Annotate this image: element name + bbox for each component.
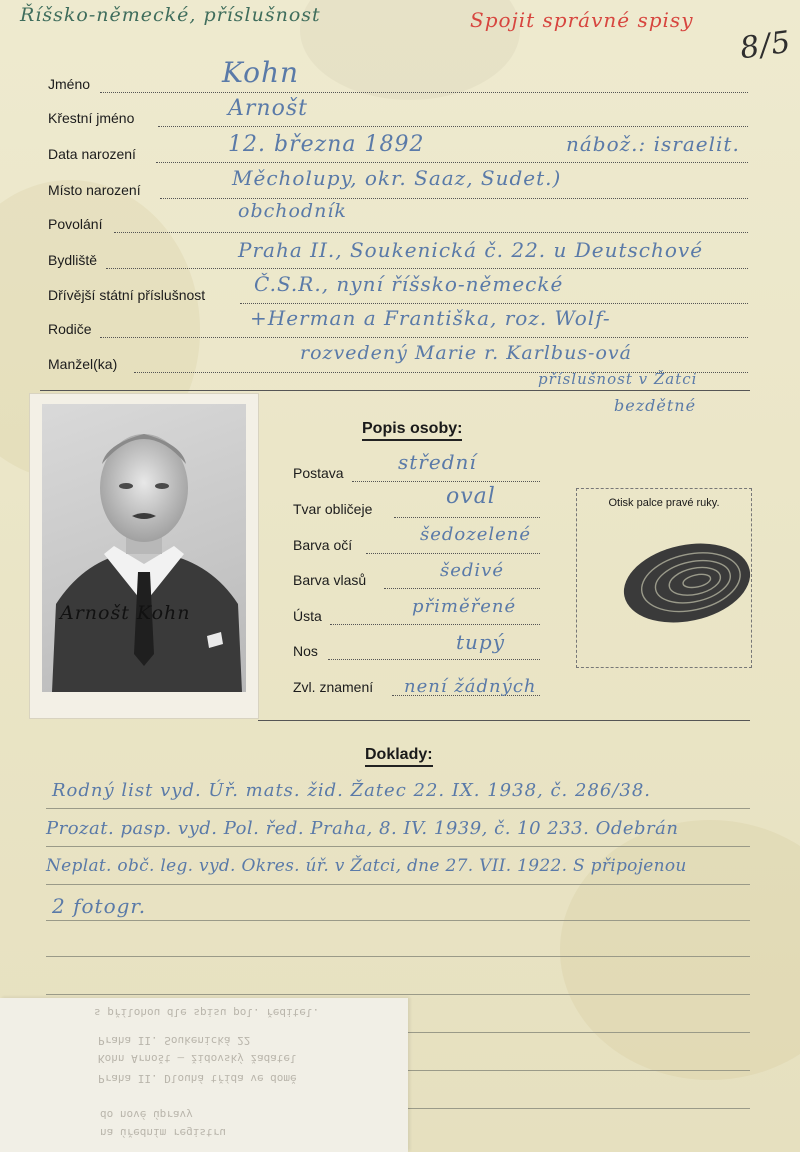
label-surname: Jméno xyxy=(48,76,91,92)
value-surname: Kohn xyxy=(222,56,300,89)
description-heading: Popis osoby: xyxy=(362,420,462,441)
document-line: Neplat. obč. leg. vyd. Okres. úř. v Žatci, dne 27. VII. 1922. S připojenou xyxy=(46,856,687,876)
value-face-shape: oval xyxy=(446,484,496,509)
value-build: střední xyxy=(398,450,477,474)
value-parents: +Herman a Františka, roz. Wolf- xyxy=(250,306,611,330)
label-occupation: Povolání xyxy=(48,216,103,232)
thumbprint-box xyxy=(576,488,752,668)
ruled-line xyxy=(408,1108,750,1109)
label-former-citizenship: Dřívější státní příslušnost xyxy=(48,287,206,303)
label-face-shape: Tvar obličeje xyxy=(293,501,373,517)
value-date-of-birth: 12. března 1892 xyxy=(228,132,425,157)
value-residence: Praha II., Soukenická č. 22. u Deutschové xyxy=(238,238,704,262)
value-first-name: Arnošt xyxy=(228,96,308,121)
label-build: Postava xyxy=(293,465,344,481)
corner-marks: 8/5 xyxy=(737,24,794,67)
photo-mount xyxy=(30,394,258,718)
dotted-line xyxy=(114,232,748,233)
dotted-line xyxy=(366,553,540,554)
label-nose: Nos xyxy=(293,643,318,659)
dotted-line xyxy=(330,624,540,625)
photo-signature: Arnošt Kohn xyxy=(60,602,191,624)
document-line: Rodný list vyd. Úř. mats. žid. Žatec 22. IX. 1938, č. 286/38. xyxy=(52,780,652,801)
value-place-of-birth: Měcholupy, okr. Saaz, Sudet.) xyxy=(232,166,562,190)
ruled-line xyxy=(46,994,750,995)
portrait-photo xyxy=(42,404,246,692)
label-date-of-birth: Data narození xyxy=(48,146,136,162)
document-line: Prozat. pasp. vyd. Pol. řed. Praha, 8. IV. 1939, č. 10 233. Odebrán xyxy=(46,818,679,839)
bleed-through-text: Kohn Arnošt – židovský žadatel xyxy=(98,1052,297,1065)
label-place-of-birth: Místo narození xyxy=(48,182,141,198)
bleed-through-text: Praha II. Soukenická 22 xyxy=(98,1034,251,1047)
ruled-line xyxy=(46,808,750,809)
red-instruction-note: Spojit správné spisy xyxy=(470,8,694,32)
ruled-line xyxy=(408,1070,750,1071)
value-former-citizenship: Č.S.R., nyní říšsko-německé xyxy=(254,272,564,296)
dotted-line xyxy=(328,659,540,660)
dotted-line xyxy=(100,337,748,338)
ruled-line xyxy=(46,920,750,921)
dotted-line xyxy=(156,162,748,163)
value-spouse: rozvedený Marie r. Karlbus-ová xyxy=(300,342,632,364)
dotted-line xyxy=(100,92,748,93)
value-mouth: přiměřené xyxy=(412,596,517,617)
portrait-illustration xyxy=(42,404,246,692)
thumbprint-icon xyxy=(621,539,757,629)
bleed-through-text: s přílohou dle spisu pol. ředitel. xyxy=(94,1006,320,1019)
ruled-line xyxy=(46,846,750,847)
dotted-line xyxy=(240,303,748,304)
dotted-line xyxy=(106,268,748,269)
label-mouth: Ústa xyxy=(293,608,322,624)
dotted-line xyxy=(352,481,540,482)
thumbprint-label: Otisk palce pravé ruky. xyxy=(608,497,720,509)
value-eye-color: šedozelené xyxy=(420,524,532,545)
bleed-through-text: Praha II. Dlouhá třída ve domě xyxy=(98,1072,297,1085)
label-spouse: Manžel(ka) xyxy=(48,356,118,372)
bleed-through-text: na úředním registru xyxy=(100,1126,226,1139)
dotted-line xyxy=(158,126,748,127)
label-eye-color: Barva očí xyxy=(293,537,353,553)
value-occupation: obchodník xyxy=(238,200,347,222)
section-divider xyxy=(40,390,750,391)
value-nose: tupý xyxy=(456,630,506,654)
nationality-note: Říšsko-německé, příslušnost xyxy=(20,4,321,26)
value-hair-color: šedivé xyxy=(440,560,504,581)
label-parents: Rodiče xyxy=(48,321,92,337)
dotted-line xyxy=(160,198,748,199)
value-distinguishing-marks: není žádných xyxy=(404,676,537,697)
section-divider xyxy=(258,720,750,721)
label-residence: Bydliště xyxy=(48,252,98,268)
ruled-line xyxy=(46,884,750,885)
documents-heading: Doklady: xyxy=(365,746,433,767)
dotted-line xyxy=(394,517,540,518)
ruled-line xyxy=(408,1032,750,1033)
value-religion: nábož.: israelit. xyxy=(566,132,740,156)
attached-paper-slip xyxy=(0,998,408,1152)
label-distinguishing-marks: Zvl. znamení xyxy=(293,679,374,695)
document-line: 2 fotogr. xyxy=(52,894,147,918)
value-spouse-continuation: bezdětné xyxy=(614,396,697,415)
bleed-through-text: do nové úpravy xyxy=(100,1108,193,1121)
label-first-name: Křestní jméno xyxy=(48,110,135,126)
dotted-line xyxy=(384,588,540,589)
ruled-line xyxy=(46,956,750,957)
label-hair-color: Barva vlasů xyxy=(293,572,367,588)
value-spouse-continuation: příslušnost v Žatci xyxy=(538,370,698,388)
